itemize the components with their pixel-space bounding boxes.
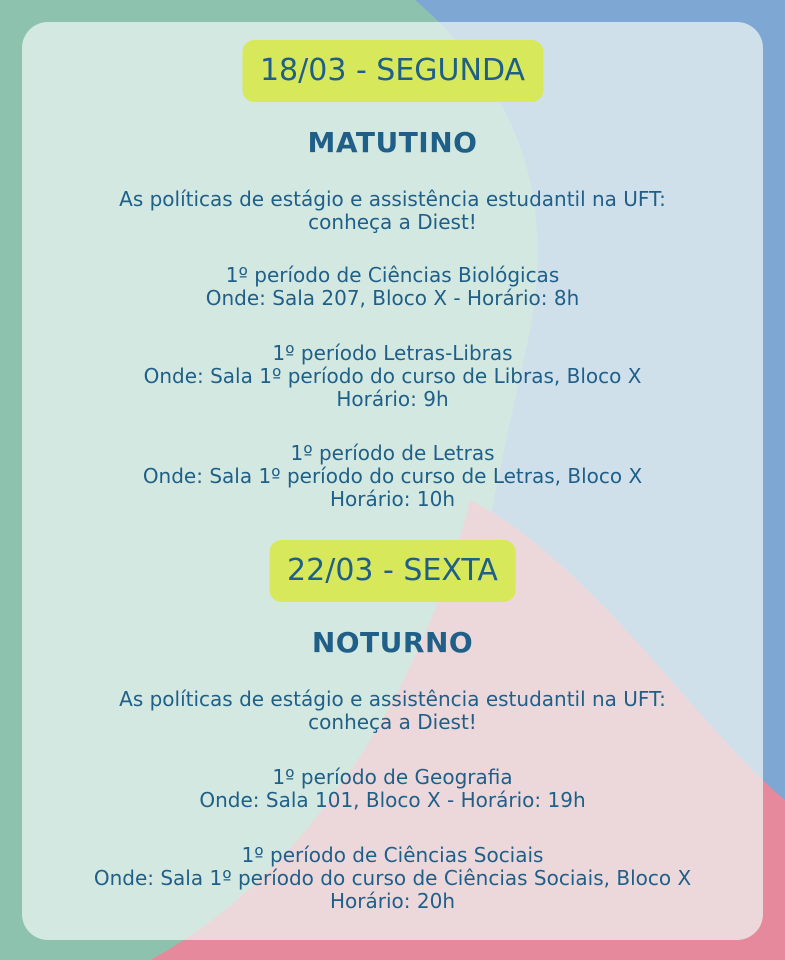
event-line: Horário: 9h xyxy=(336,387,449,411)
event-line: 1º período de Ciências Biológicas xyxy=(225,263,560,287)
event-line: As políticas de estágio e assistência estudantil na UFT: xyxy=(119,687,666,711)
schedule-card xyxy=(22,22,763,940)
event-item xyxy=(22,766,763,812)
event-line: 1º período de Letras xyxy=(290,441,495,465)
event-line: Horário: 20h xyxy=(330,889,455,913)
event-item xyxy=(22,188,763,234)
event-item xyxy=(22,688,763,734)
event-line: conheça a Diest! xyxy=(308,210,477,234)
event-line: Onde: Sala 101, Bloco X - Horário: 19h xyxy=(199,788,586,812)
event-line: Horário: 10h xyxy=(330,487,455,511)
date-badge-monday: 18/03 - SEGUNDA xyxy=(242,40,543,102)
event-item xyxy=(22,264,763,310)
event-line: Onde: Sala 1º período do curso de Libras, Bloco X xyxy=(143,364,642,388)
date-badge-friday: 22/03 - SEXTA xyxy=(269,540,516,602)
event-line: Onde: Sala 1º período do curso de Ciências Sociais, Bloco X xyxy=(93,866,692,890)
period-title-night: NOTURNO xyxy=(311,626,474,659)
event-line: As políticas de estágio e assistência estudantil na UFT: xyxy=(119,187,666,211)
event-line: Onde: Sala 207, Bloco X - Horário: 8h xyxy=(205,286,580,310)
event-item xyxy=(22,342,763,411)
event-line: 1º período de Ciências Sociais xyxy=(241,843,544,867)
event-line: Onde: Sala 1º período do curso de Letras, Bloco X xyxy=(142,464,643,488)
event-item xyxy=(22,442,763,511)
event-item xyxy=(22,844,763,913)
period-title-morning: MATUTINO xyxy=(307,126,478,159)
event-line: 1º período de Geografia xyxy=(272,765,513,789)
event-line: 1º período Letras-Libras xyxy=(272,341,513,365)
event-line: conheça a Diest! xyxy=(308,710,477,734)
